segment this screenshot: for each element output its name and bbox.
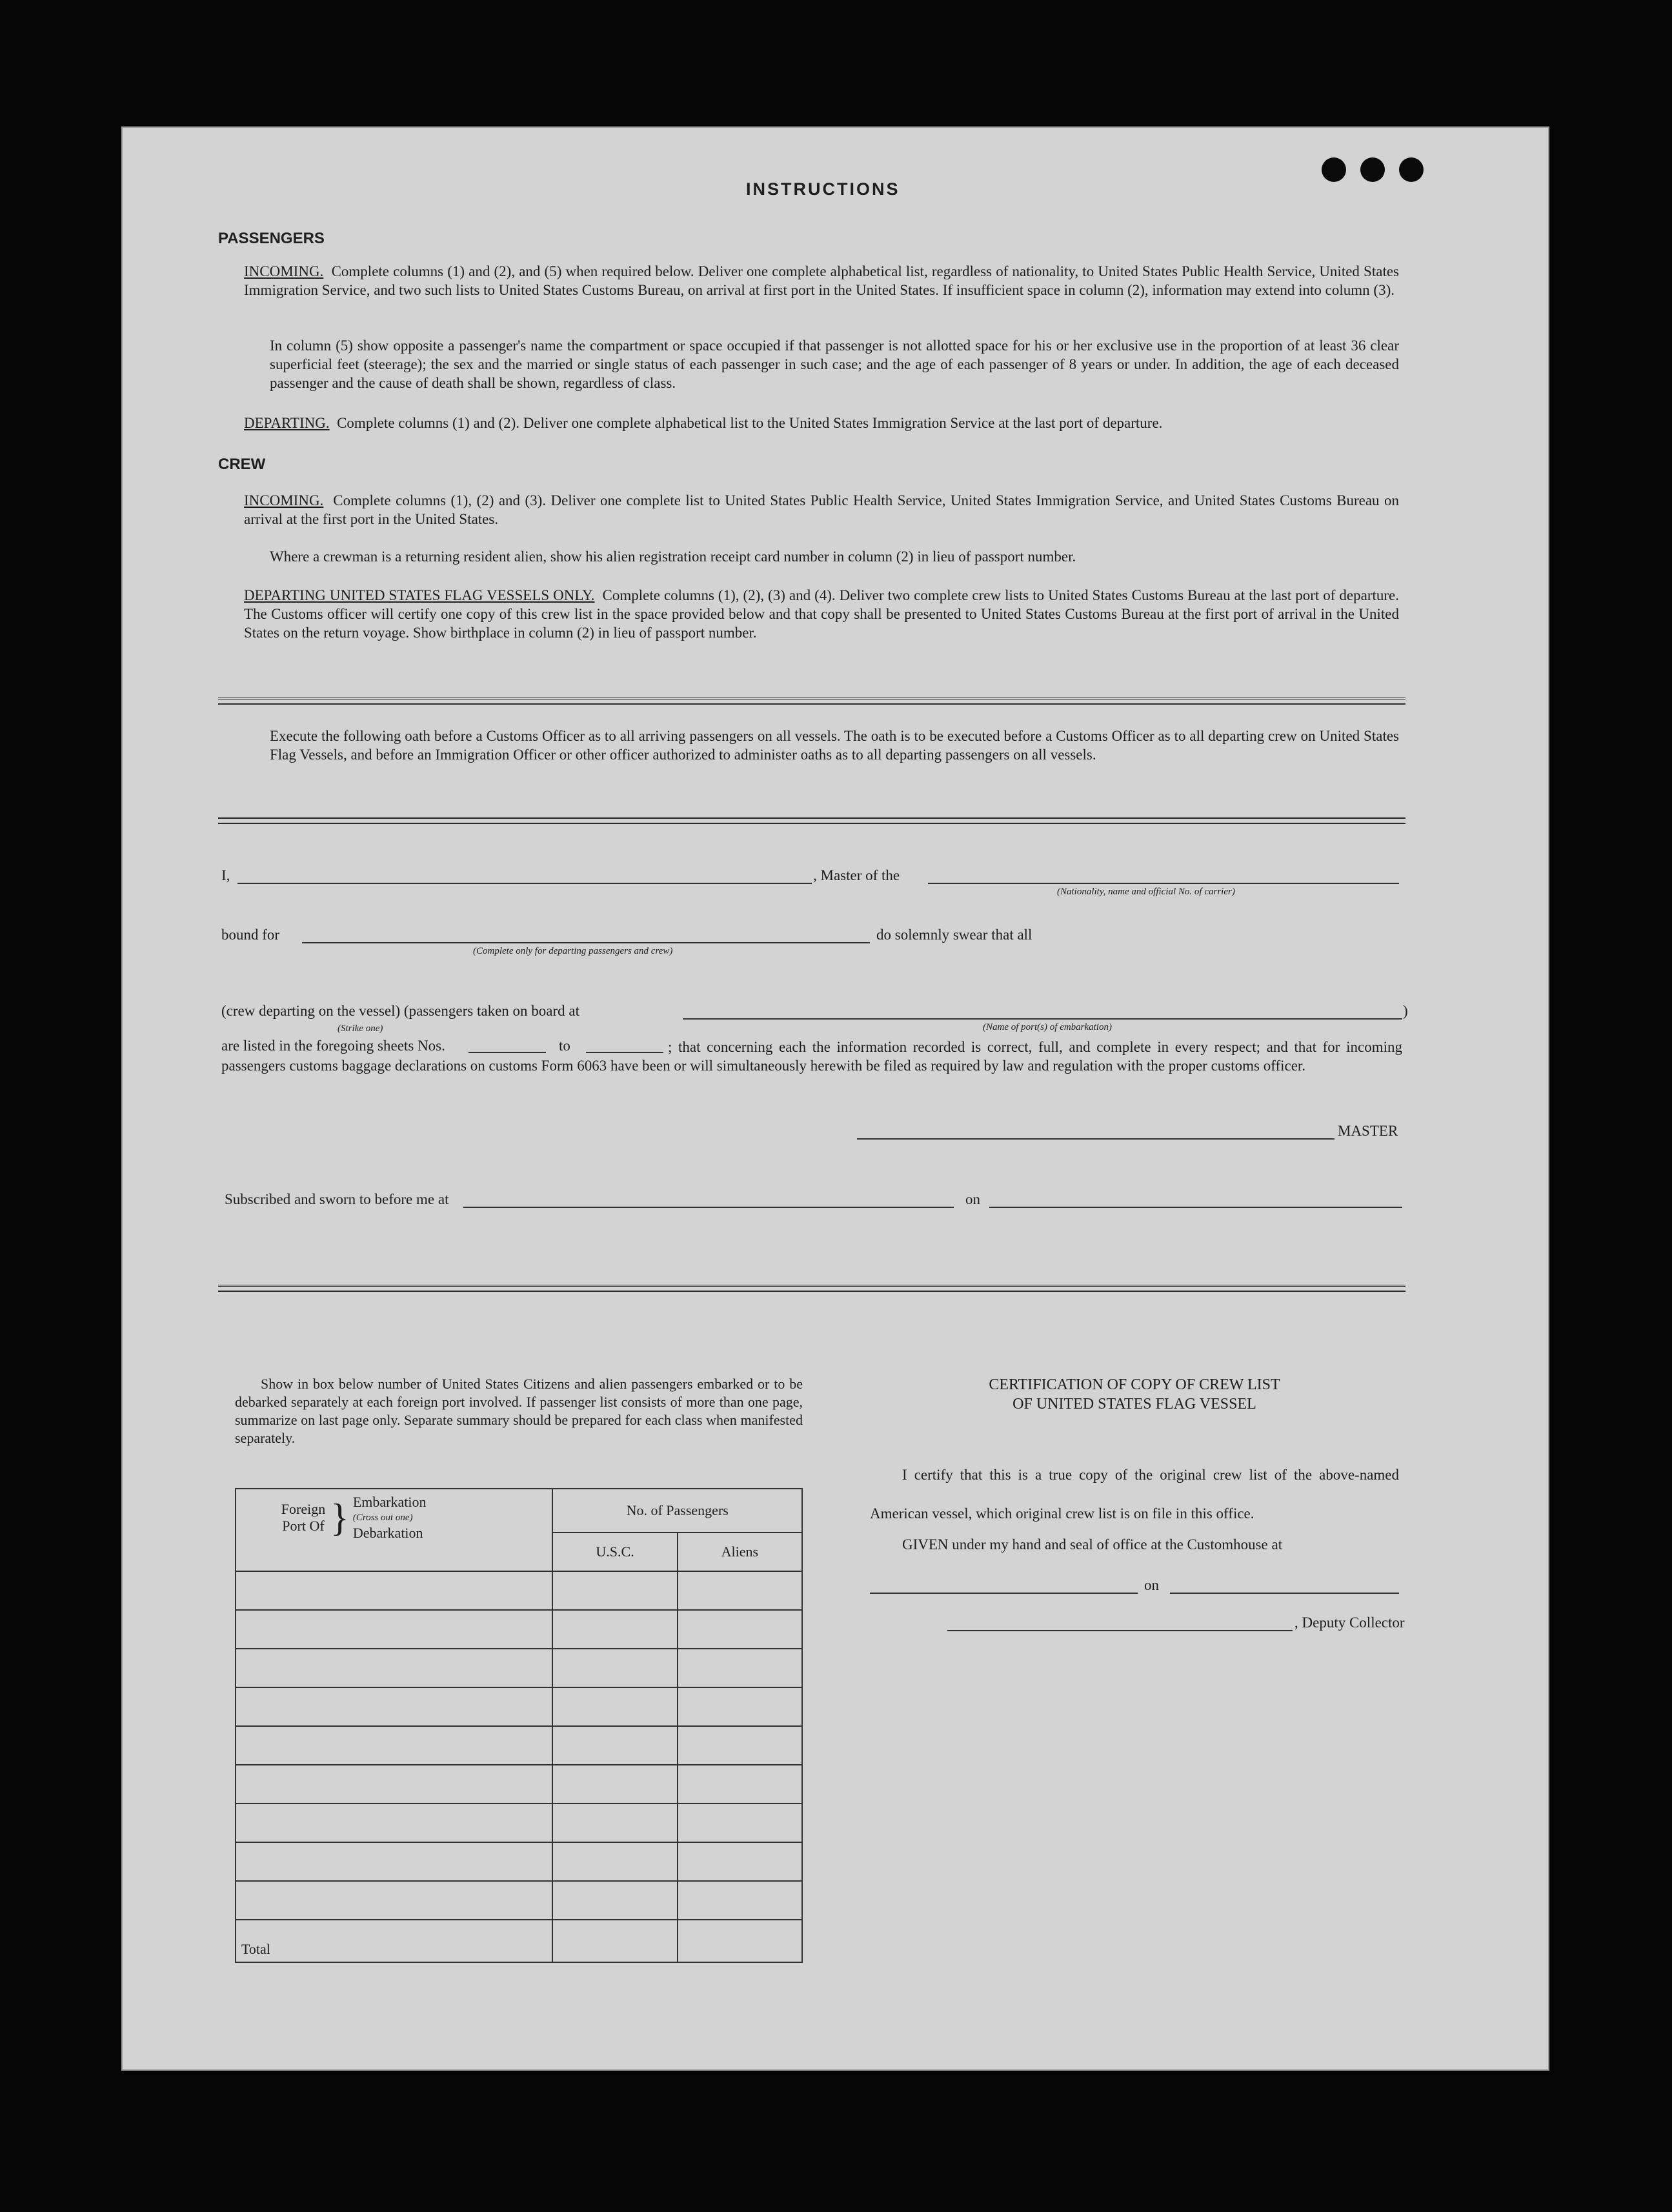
listed-to-label: to bbox=[559, 1038, 570, 1054]
table-row bbox=[236, 1881, 802, 1920]
page-title: INSTRUCTIONS bbox=[746, 179, 900, 199]
divider bbox=[218, 1285, 1405, 1292]
bound-for-caption: (Complete only for departing passengers and crew) bbox=[473, 946, 673, 956]
embarkation-label: Embarkation bbox=[352, 1494, 427, 1510]
crew-resident bbox=[270, 547, 1399, 566]
embarkation-port-field[interactable] bbox=[683, 1018, 1402, 1020]
bound-for-label: bound for bbox=[221, 927, 280, 943]
usc-cell[interactable] bbox=[552, 1610, 677, 1649]
carrier-field[interactable] bbox=[928, 883, 1399, 884]
summary-instructions bbox=[235, 1375, 803, 1447]
master-name-field[interactable] bbox=[237, 883, 812, 884]
master-label: MASTER bbox=[1338, 1123, 1398, 1139]
swear-text: do solemnly swear that all bbox=[876, 927, 1032, 943]
listed-text: ; that concerning each the information recorded is correct, full, and complete in every respect; and that for incoming passengers customs baggage declarations on customs Form 6063 have been or will simultaneously herewith be filed as required by law and regulation with the proper customs officer. bbox=[221, 1039, 1402, 1074]
crew-departing bbox=[244, 586, 1399, 642]
usc-cell[interactable] bbox=[552, 1842, 677, 1881]
crew-incoming bbox=[244, 491, 1399, 528]
listed-body bbox=[221, 1038, 1402, 1075]
passengers-incoming-text: Complete columns (1) and (2), and (5) when required below. Deliver one complete alphabetical list, regardless of nationality, to United States Public Health Service, United States Immigration Service, and two such lists to United States Customs Bureau, on arrival at first port in the United States. If insufficient space in column (2), information may extend into column (3). bbox=[244, 263, 1399, 298]
summary-text: Show in box below number of United States Citizens and alien passengers embarked or to be debarked separately at each foreign port involved. If passenger list consists of more than one page, summarize on last page only. Separate summary should be prepared for each class when manifested separately. bbox=[235, 1376, 803, 1446]
port-header bbox=[236, 1489, 552, 1571]
foreign-port-label: Foreign Port Of bbox=[281, 1501, 326, 1534]
usc-cell[interactable] bbox=[552, 1765, 677, 1804]
table-row bbox=[236, 1726, 802, 1765]
table-row bbox=[236, 1687, 802, 1726]
certification-title-2: OF UNITED STATES FLAG VESSEL bbox=[1012, 1396, 1256, 1413]
certification-text: I certify that this is a true copy of the original crew list of the above-named American vessel, which original crew list is on file in this office. bbox=[870, 1467, 1399, 1522]
total-label: Total bbox=[236, 1920, 552, 1962]
master-signature-field[interactable] bbox=[857, 1138, 1335, 1140]
close-paren: ) bbox=[1403, 1003, 1408, 1019]
port-cell[interactable] bbox=[236, 1881, 552, 1920]
passengers-heading: PASSENGERS bbox=[218, 230, 325, 247]
usc-cell[interactable] bbox=[552, 1804, 677, 1842]
table-row bbox=[236, 1571, 802, 1610]
port-cell[interactable] bbox=[236, 1765, 552, 1804]
table-row bbox=[236, 1804, 802, 1842]
cross-out-label: (Cross out one) bbox=[352, 1513, 413, 1523]
column5-text: In column (5) show opposite a passenger's name the compartment or space occupied if that passenger is not allotted space for his or her exclusive use in the proportion of at least 36 clear superficial feet (steerage); the sex and the married or single status of each passenger in such case; and the age of each passenger of 8 years or under. In addition, the age of each deceased passenger and the cause of death shall be shown, regardless of class. bbox=[270, 337, 1399, 391]
crew-departing-label: DEPARTING UNITED STATES FLAG VESSELS ONLY. bbox=[244, 587, 595, 603]
usc-header: U.S.C. bbox=[552, 1533, 677, 1571]
form-page bbox=[121, 126, 1549, 2071]
divider bbox=[218, 817, 1405, 824]
port-cell[interactable] bbox=[236, 1649, 552, 1687]
aliens-cell[interactable] bbox=[678, 1649, 802, 1687]
debarkation-label: Debarkation bbox=[352, 1525, 423, 1541]
cert-date-field[interactable] bbox=[1170, 1593, 1399, 1594]
passengers-departing-label: DEPARTING. bbox=[244, 415, 330, 431]
certification-body bbox=[870, 1456, 1399, 1533]
usc-cell[interactable] bbox=[552, 1726, 677, 1765]
passengers-incoming-label: INCOMING. bbox=[244, 263, 324, 279]
aliens-cell[interactable] bbox=[678, 1881, 802, 1920]
port-cell[interactable] bbox=[236, 1726, 552, 1765]
master-of-label: , Master of the bbox=[813, 867, 900, 883]
subscribed-on-label: on bbox=[965, 1191, 980, 1207]
cert-on-label: on bbox=[1144, 1577, 1159, 1593]
brace-glyph: } bbox=[330, 1496, 349, 1539]
deputy-signature-field[interactable] bbox=[947, 1630, 1293, 1631]
port-cell[interactable] bbox=[236, 1687, 552, 1726]
total-row bbox=[236, 1920, 802, 1962]
aliens-cell[interactable] bbox=[678, 1804, 802, 1842]
aliens-total-cell[interactable] bbox=[678, 1920, 802, 1962]
port-cell[interactable] bbox=[236, 1804, 552, 1842]
aliens-cell[interactable] bbox=[678, 1726, 802, 1765]
aliens-cell[interactable] bbox=[678, 1571, 802, 1610]
usc-cell[interactable] bbox=[552, 1649, 677, 1687]
usc-cell[interactable] bbox=[552, 1571, 677, 1610]
customhouse-field[interactable] bbox=[870, 1593, 1138, 1594]
bound-for-field[interactable] bbox=[302, 942, 870, 943]
port-cell[interactable] bbox=[236, 1842, 552, 1881]
subscribed-at-field[interactable] bbox=[463, 1207, 954, 1208]
ports-caption: (Name of port(s) of embarkation) bbox=[983, 1022, 1112, 1032]
certification-title-1: CERTIFICATION OF COPY OF CREW LIST bbox=[989, 1376, 1280, 1393]
crew-heading: CREW bbox=[218, 456, 266, 473]
table-row bbox=[236, 1649, 802, 1687]
deputy-label: , Deputy Collector bbox=[1294, 1614, 1405, 1631]
crew-incoming-label: INCOMING. bbox=[244, 492, 324, 508]
aliens-cell[interactable] bbox=[678, 1842, 802, 1881]
passengers-departing bbox=[244, 414, 1399, 432]
usc-total-cell[interactable] bbox=[552, 1920, 677, 1962]
strike-one-caption: (Strike one) bbox=[337, 1023, 383, 1034]
passengers-incoming bbox=[244, 262, 1399, 299]
aliens-cell[interactable] bbox=[678, 1765, 802, 1804]
passengers-column5 bbox=[270, 336, 1399, 392]
oath-i: I, bbox=[221, 867, 230, 883]
listed-label: are listed in the foregoing sheets Nos. bbox=[221, 1038, 445, 1054]
aliens-cell[interactable] bbox=[678, 1687, 802, 1726]
crew-resident-text: Where a crewman is a returning resident alien, show his alien registration receipt card number in column (2) in lieu of passport number. bbox=[270, 548, 1076, 565]
carrier-caption: (Nationality, name and official No. of carrier) bbox=[1057, 887, 1235, 897]
aliens-header: Aliens bbox=[678, 1533, 802, 1571]
certification-title bbox=[870, 1375, 1399, 1414]
crew-departing-text: Complete columns (1), (2), (3) and (4). Deliver two complete crew lists to United States Customs Bureau at the last port of departure. The Customs officer will certify one copy of this crew list in the space provided below and that copy shall be presented to United States Customs Bureau at the first port of arrival in the United States on the return voyage. Show birthplace in column (2) in lieu of passport number. bbox=[244, 587, 1400, 641]
passenger-summary-table bbox=[235, 1488, 803, 1963]
subscribed-label: Subscribed and sworn to before me at bbox=[225, 1191, 449, 1207]
passengers-departing-text: Complete columns (1) and (2). Deliver one complete alphabetical list to the United States Immigration Service at the last port of departure. bbox=[337, 415, 1163, 431]
usc-cell[interactable] bbox=[552, 1881, 677, 1920]
usc-cell[interactable] bbox=[552, 1687, 677, 1726]
oath-intro-text: Execute the following oath before a Customs Officer as to all arriving passengers on all vessels. The oath is to be executed before a Customs Officer as to all departing crew on United States Flag Vessels, and before an Immigration Officer or other officer authorized to administer oaths as to all departing passengers on all vessels. bbox=[270, 728, 1399, 763]
aliens-cell[interactable] bbox=[678, 1610, 802, 1649]
punch-holes bbox=[1322, 157, 1438, 185]
table-row bbox=[236, 1765, 802, 1804]
table-row bbox=[236, 1842, 802, 1881]
port-cell[interactable] bbox=[236, 1571, 552, 1610]
crew-incoming-text: Complete columns (1), (2) and (3). Deliver one complete list to United States Public Health Service, United States Immigration Service, and United States Customs Bureau on arrival at the first port in the United States. bbox=[244, 492, 1399, 527]
port-cell[interactable] bbox=[236, 1610, 552, 1649]
divider bbox=[218, 698, 1405, 705]
crew-departing-oath: (crew departing on the vessel) (passengers taken on board at bbox=[221, 1003, 579, 1019]
no-passengers-header: No. of Passengers bbox=[552, 1489, 802, 1533]
table-row bbox=[236, 1610, 802, 1649]
oath-intro bbox=[270, 727, 1399, 764]
given-label: GIVEN under my hand and seal of office at the Customhouse at bbox=[902, 1536, 1283, 1553]
subscribed-date-field[interactable] bbox=[989, 1207, 1402, 1208]
